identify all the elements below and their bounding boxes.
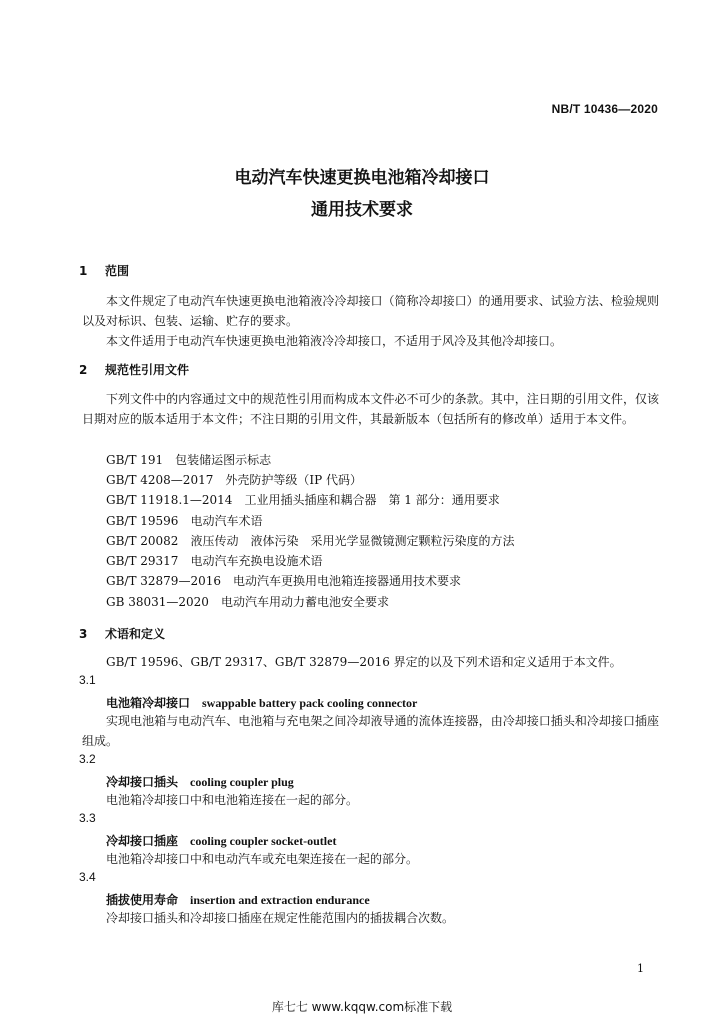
term-clause-number: 3.4 [79,870,96,884]
document-title-line1: 电动汽车快速更换电池箱冷却接口 [234,168,490,188]
term-english: cooling coupler plug [190,775,294,789]
normative-reference [106,552,322,569]
term-chinese: 电池箱冷却接口 [106,696,191,710]
reference-title: 电动汽车用动力蓄电池安全要求 [220,595,389,609]
term-heading [106,891,370,908]
term-english: insertion and extraction endurance [190,893,370,907]
term-definition: 实现电池箱与电动汽车、电池箱与充电架之间冷却液导通的流体连接器，由冷却接口插头和冷却接口插座组成。 [82,714,659,748]
reference-code: GB 38031—2020 [106,595,209,609]
reference-title: 液压传动 液体污染 采用光学显微镜测定颗粒污染度的方法 [190,534,515,548]
term-definition: 电池箱冷却接口中和电池箱连接在一起的部分。 [106,793,359,807]
reference-title: 电动汽车充换电设施术语 [190,554,323,568]
term-heading [106,694,417,711]
term-clause-number: 3.3 [79,811,96,825]
normative-reference [106,471,362,488]
reference-code: GB/T 4208—2017 [106,473,214,487]
section-title: 范围 [105,264,130,278]
footer-watermark: 库七七 www.kqqw.com标准下载 [271,1000,453,1014]
reference-title: 电动汽车术语 [190,514,263,528]
section-1-paragraph-2: 本文件适用于电动汽车快速更换电池箱液冷冷却接口，不适用于风冷及其他冷却接口。 [106,334,563,348]
normative-reference [106,491,500,508]
reference-title: 包装储运图示标志 [175,453,272,467]
reference-code: GB/T 29317 [106,554,179,568]
section-3-paragraph: GB/T 19596、GB/T 29317、GB/T 32879—2016 界定的以及下列术语和定义适用于本文件。 [106,655,622,669]
normative-reference [106,593,389,610]
term-definition: 冷却接口插头和冷却接口插座在规定性能范围内的插拔耦合次数。 [106,911,455,925]
normative-reference [106,532,514,549]
normative-reference [106,512,262,529]
section-2-paragraph: 下列文件中的内容通过文中的规范性引用而构成本文件必不可少的条款。其中，注日期的引用文件，仅该日期对应的版本适用于本文件；不注日期的引用文件，其最新版本（包括所有的修改单）适用于本文件。 [82,392,659,426]
reference-code: GB/T 19596 [106,514,179,528]
term-heading [106,773,294,790]
term-chinese: 插拔使用寿命 [106,893,179,907]
term-chinese: 冷却接口插头 [106,775,179,789]
term-english: cooling coupler socket-outlet [190,834,337,848]
term-heading [106,832,336,849]
standard-number: NB/T 10436—2020 [551,102,658,116]
section-number: 2 [79,363,88,377]
reference-title: 工业用插头插座和耦合器 第 1 部分：通用要求 [244,493,500,507]
section-number: 1 [79,264,88,278]
reference-code: GB/T 32879—2016 [106,574,221,588]
reference-code: GB/T 11918.1—2014 [106,493,233,507]
section-title: 术语和定义 [105,627,166,641]
page-number: 1 [637,962,644,975]
document-title-line2: 通用技术要求 [311,200,413,220]
term-clause-number: 3.1 [79,673,96,687]
term-definition: 电池箱冷却接口中和电动汽车或充电架连接在一起的部分。 [106,852,419,866]
term-english: swappable battery pack cooling connector [202,696,418,710]
reference-title: 电动汽车更换用电池箱连接器通用技术要求 [232,574,461,588]
term-clause-number: 3.2 [79,752,96,766]
section-title: 规范性引用文件 [105,363,190,377]
section-2-heading [79,361,189,378]
reference-code: GB/T 20082 [106,534,179,548]
term-chinese: 冷却接口插座 [106,834,179,848]
reference-title: 外壳防护等级（IP 代码） [225,473,362,487]
section-3-heading [79,625,165,642]
normative-reference [106,451,271,468]
section-1-paragraph-1: 本文件规定了电动汽车快速更换电池箱液冷冷却接口（简称冷却接口）的通用要求、试验方法、检验规则以及对标识、包装、运输、贮存的要求。 [82,294,659,328]
reference-code: GB/T 191 [106,453,164,467]
normative-reference [106,572,461,589]
section-1-heading [79,262,129,279]
section-number: 3 [79,627,88,641]
